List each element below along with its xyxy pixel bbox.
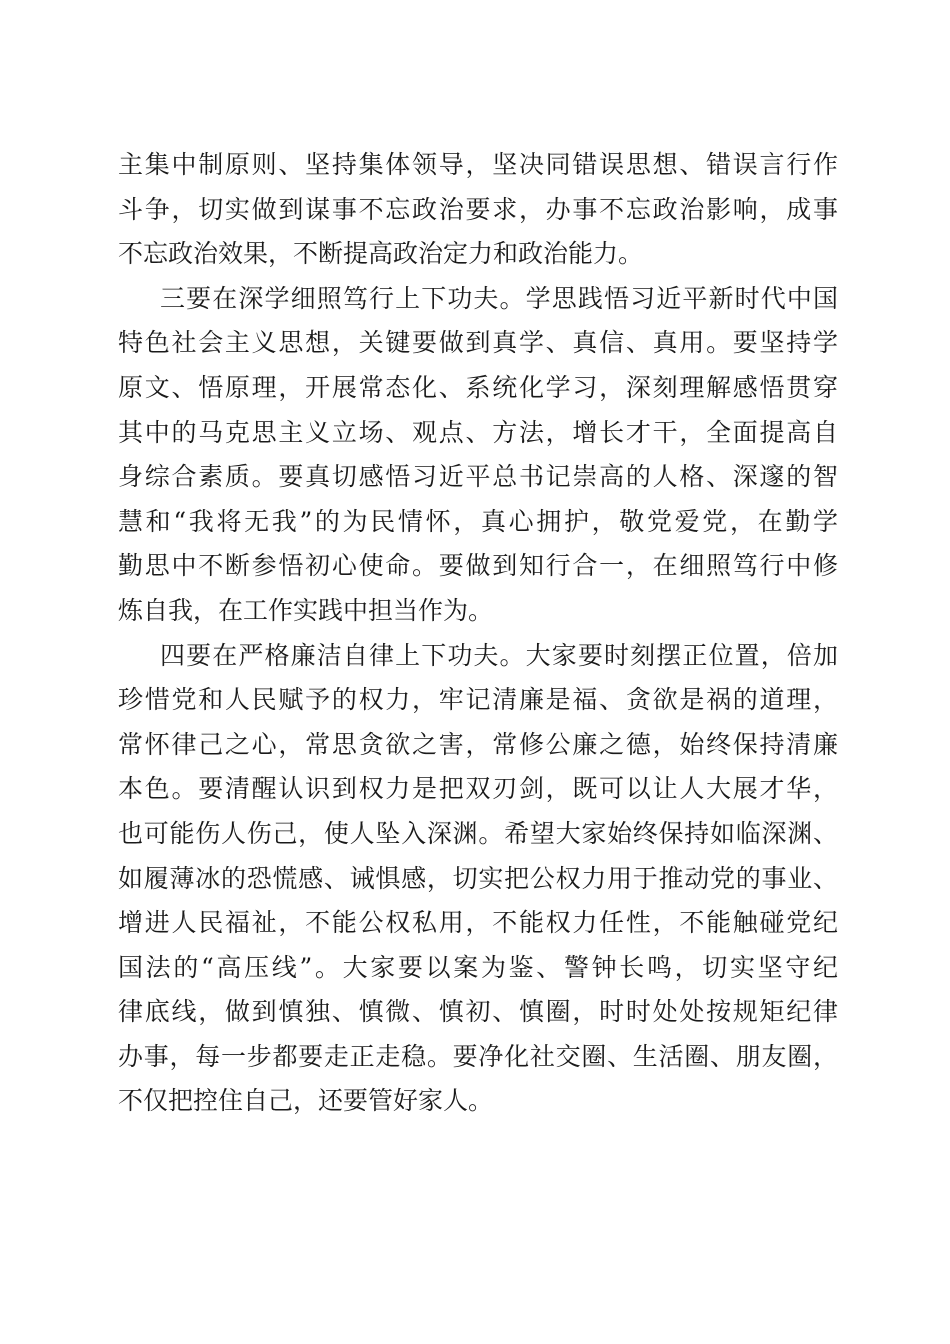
text-line: 慧和“我将无我”的为民情怀，真心拥护，敬党爱党，在勤学 [118, 506, 838, 536]
text-line: 珍惜党和人民赋予的权力，牢记清廉是福、贪欲是祸的道理， [118, 685, 838, 715]
text-line: 也可能伤人伤己，使人坠入深渊。希望大家始终保持如临深渊、 [118, 818, 838, 848]
text-line: 不忘政治效果，不断提高政治定力和政治能力。 [118, 239, 644, 269]
text-line: 律底线，做到慎独、慎微、慎初、慎圈，时时处处按规矩纪律 [118, 997, 838, 1027]
text-line: 身综合素质。要真切感悟习近平总书记崇高的人格、深邃的智 [118, 462, 838, 492]
text-line: 其中的马克思主义立场、观点、方法，增长才干，全面提高自 [118, 417, 838, 447]
text-line: 斗争，切实做到谋事不忘政治要求，办事不忘政治影响，成事 [118, 194, 838, 224]
document-body [118, 143, 838, 1124]
text-line: 如履薄冰的恐慌感、诫惧感，切实把公权力用于推动党的事业、 [118, 863, 838, 893]
text-line: 本色。要清醒认识到权力是把双刃剑，既可以让人大展才华， [118, 774, 838, 804]
text-line: 常怀律己之心，常思贪欲之害，常修公廉之德，始终保持清廉 [118, 729, 838, 759]
text-line: 勤思中不断参悟初心使命。要做到知行合一，在细照笃行中修 [118, 551, 838, 581]
text-line: 特色社会主义思想，关键要做到真学、真信、真用。要坚持学 [118, 328, 838, 358]
text-line: 炼自我，在工作实践中担当作为。 [118, 595, 494, 625]
text-line: 原文、悟原理，开展常态化、系统化学习，深刻理解感悟贯穿 [118, 372, 838, 402]
text-line: 国法的“高压线”。大家要以案为鉴、警钟长鸣，切实坚守纪 [118, 952, 838, 982]
text-line: 增进人民福祉，不能公权私用，不能权力任性，不能触碰党纪 [118, 908, 838, 938]
paragraph-start-line: 四要在严格廉洁自律上下功夫。大家要时刻摆正位置，倍加 [160, 640, 838, 670]
text-line: 主集中制原则、坚持集体领导，坚决同错误思想、错误言行作 [118, 150, 838, 179]
paragraph-start-line: 三要在深学细照笃行上下功夫。学思践悟习近平新时代中国 [160, 283, 838, 313]
text-line: 不仅把控住自己，还要管好家人。 [118, 1086, 494, 1116]
text-line: 办事，每一步都要走正走稳。要净化社交圈、生活圈、朋友圈， [118, 1041, 838, 1071]
